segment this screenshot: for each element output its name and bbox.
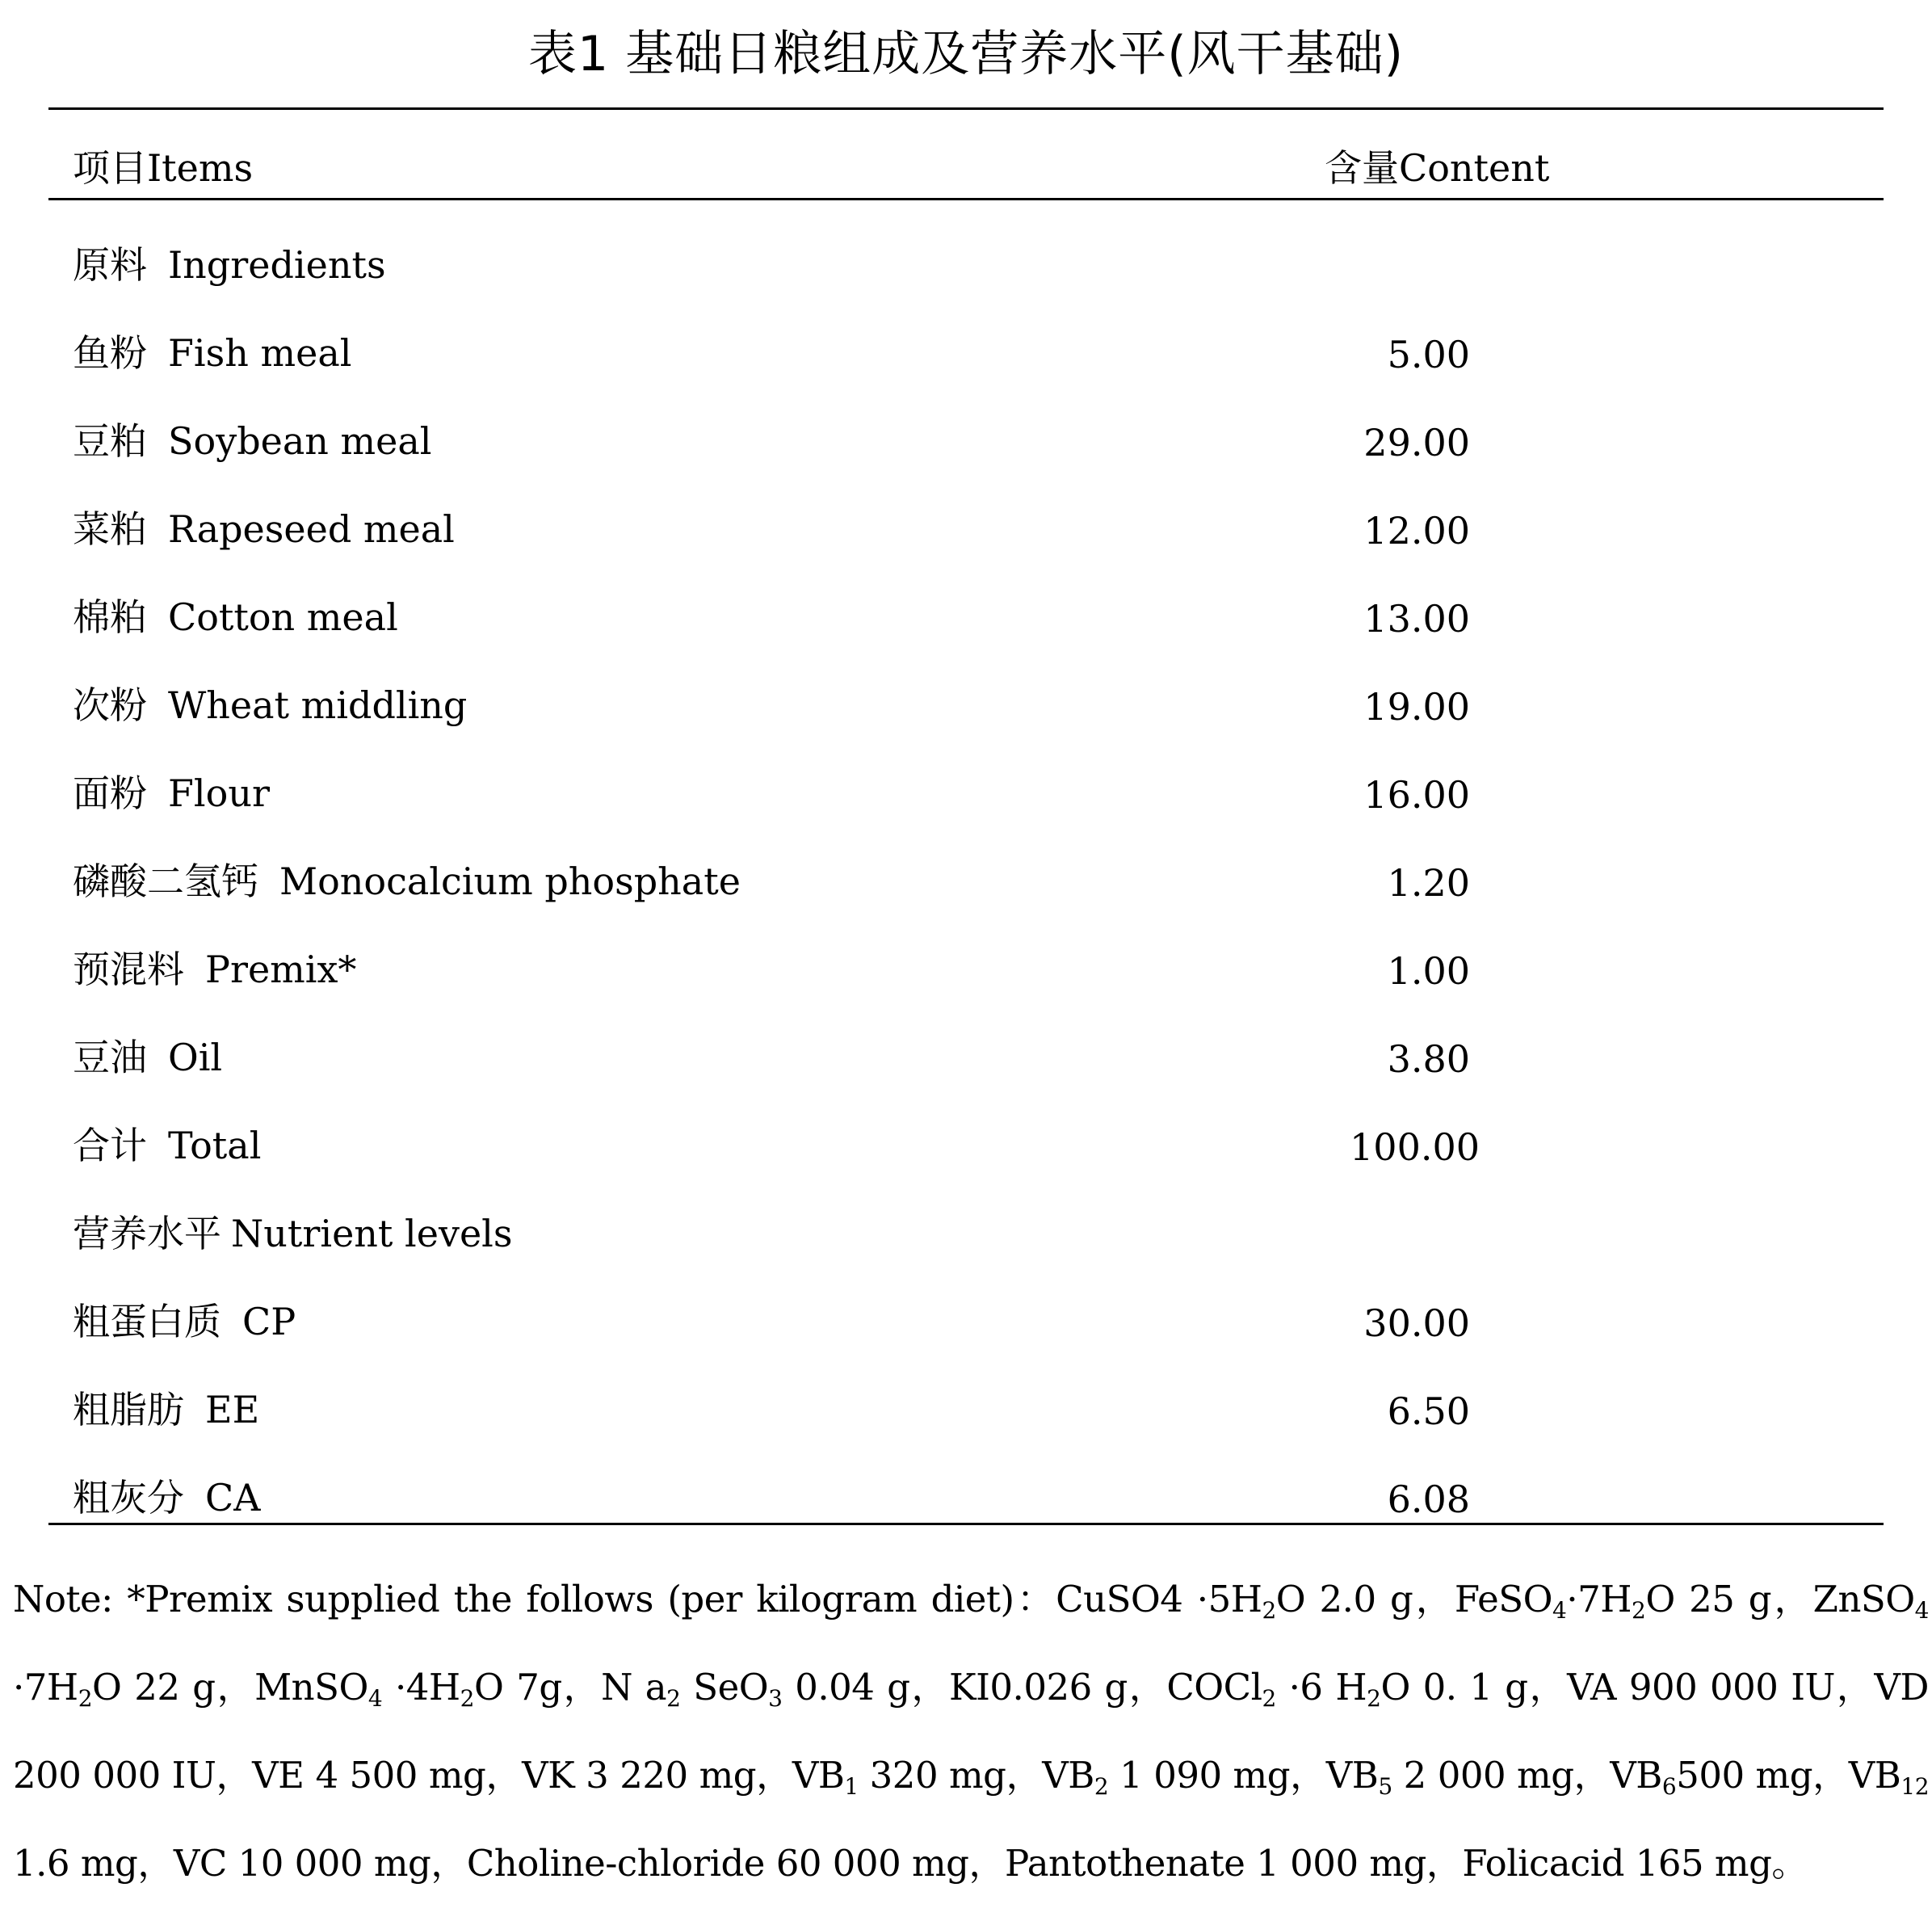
table-row	[0, 1385, 1932, 1434]
row-label-zh: 磷酸二氢钙	[73, 860, 258, 903]
row-label-en: EE	[205, 1388, 260, 1431]
row-label-zh: 豆粕	[73, 419, 147, 463]
table-top-rule	[48, 107, 1884, 110]
row-label-zh: 粗蛋白质	[73, 1300, 221, 1343]
row-value: 16.00	[1363, 773, 1470, 817]
row-label-en: Ingredients	[168, 243, 386, 287]
row-label-en: Cotton meal	[168, 595, 398, 639]
table-row	[0, 329, 1932, 377]
row-value: 29.00	[1363, 421, 1470, 464]
table-row	[0, 945, 1932, 994]
row-label	[73, 681, 467, 729]
row-value: 30.00	[1363, 1301, 1470, 1345]
table-row	[0, 1297, 1932, 1346]
row-label-en: Nutrient levels	[231, 1212, 513, 1255]
row-label-zh: 原料	[73, 243, 147, 287]
row-label-zh: 菜粕	[73, 507, 147, 551]
row-value: 19.00	[1363, 685, 1470, 729]
row-label-en: Oil	[168, 1036, 223, 1079]
row-value: 6.08	[1387, 1478, 1470, 1521]
row-label	[73, 241, 386, 289]
row-label-zh: 鱼粉	[73, 331, 147, 375]
row-label	[73, 945, 356, 994]
row-label-zh: 豆油	[73, 1036, 147, 1079]
table-title: 表1 基础日粮组成及营养水平(风干基础)	[527, 26, 1405, 82]
table-row	[0, 769, 1932, 818]
row-label	[73, 505, 455, 553]
row-label-en: CP	[242, 1300, 296, 1343]
row-label-en: CA	[205, 1476, 261, 1520]
row-label	[73, 329, 351, 377]
row-value: 5.00	[1387, 333, 1470, 376]
row-label-zh: 预混料	[73, 948, 184, 991]
row-value: 100.00	[1350, 1125, 1480, 1169]
row-label-en: Wheat middling	[168, 683, 468, 727]
table-row	[0, 505, 1932, 553]
row-label	[73, 1385, 259, 1434]
row-label	[73, 857, 741, 906]
row-label-zh: 营养水平	[73, 1212, 221, 1255]
table-note: Note: *Premix supplied the follows (per kilogram diet)：CuSO4 $\cdot 5H_2O$ 2.0 g，$FeSO_4\cdot 7H_2O$ 25 g，ZnSO$_4$ $\cdot 7H_2O$ 22 g，MnSO$_4$ $\cdot 4H_2O$ 7g，N $a_2$ SeO$_3$ 0.04 g，KI0.026 g，COCl$_2$ ·6 $H_2O$ 0. 1 g，VA 900 000 IU，VD 200 000 IU，VE 4 500 mg，VK 3 220 mg，$VB_1$ 320 mg，$VB_2$ 1 090 mg，$VB_5$ 2 000 mg，$VB_6500$ mg，$VB_{12}$ 1.6 mg，VC 10 000 mg，Choline-chloride 60 000 mg，Pantothenate 1 000 mg，Folicacid 165 mg。	[13, 1578, 1930, 1885]
table-row	[0, 857, 1932, 906]
row-label-zh: 次粉	[73, 683, 147, 727]
row-label	[73, 1297, 296, 1346]
row-label	[73, 1033, 222, 1082]
table-row	[0, 1473, 1932, 1522]
row-label-en: Flour	[168, 771, 270, 815]
row-label-zh: 合计	[73, 1124, 147, 1167]
header-content: 含量Content	[1325, 146, 1550, 190]
row-value: 1.00	[1387, 949, 1470, 993]
row-value: 6.50	[1387, 1389, 1470, 1433]
row-label-zh: 棉粕	[73, 595, 147, 639]
row-value: 1.20	[1387, 861, 1470, 905]
row-label-en: Premix*	[205, 948, 357, 991]
row-value: 13.00	[1363, 597, 1470, 641]
row-label	[73, 1473, 260, 1522]
row-label-en: Soybean meal	[168, 419, 432, 463]
table-row	[0, 681, 1932, 729]
row-label	[73, 1121, 261, 1170]
row-label	[73, 1209, 512, 1258]
header-rule	[48, 198, 1884, 200]
table-bottom-rule	[48, 1523, 1884, 1525]
row-label-en: Total	[168, 1124, 262, 1167]
row-label-en: Rapeseed meal	[168, 507, 455, 551]
row-label-zh: 粗脂肪	[73, 1388, 184, 1431]
row-label	[73, 417, 432, 465]
row-label	[73, 769, 270, 818]
table-row	[0, 1121, 1932, 1170]
table-row	[0, 417, 1932, 465]
table-row	[0, 593, 1932, 641]
row-label-en: Monocalcium phosphate	[279, 860, 741, 903]
row-label-zh: 粗灰分	[73, 1476, 184, 1520]
table-row	[0, 241, 1932, 289]
table-row	[0, 1209, 1932, 1258]
row-value: 12.00	[1363, 509, 1470, 553]
row-label-en: Fish meal	[168, 331, 352, 375]
table-row	[0, 1033, 1932, 1082]
row-value: 3.80	[1387, 1037, 1470, 1081]
row-label-zh: 面粉	[73, 771, 147, 815]
row-label	[73, 593, 398, 641]
header-items: 项目Items	[73, 146, 254, 190]
